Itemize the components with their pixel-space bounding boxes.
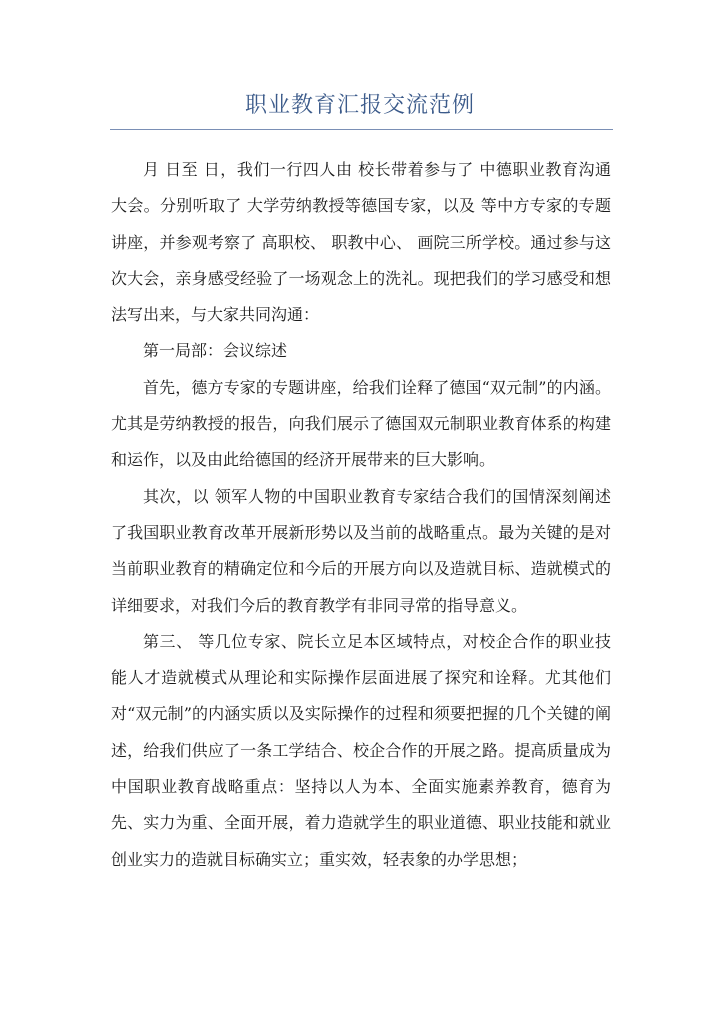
paragraph-first: 首先，德方专家的专题讲座，给我们诠释了德国“双元制”的内涵。 尤其是劳纳教授的报告，向我们展示了德国双元制职业教育体系的构建和运作，以及由此给德国的经济开展带来的巨大影响。 xyxy=(111,377,611,470)
page-title: 职业教育汇报交流范例 xyxy=(244,93,475,118)
document-body xyxy=(111,152,611,878)
paragraph-second: 其次，以 领军人物的中国职业教育专家结合我们的国情深刻阐述了我国职业教育改革开展新形势以及当前的战略重点。最为关键的是对当前职业教育的精确定位和今后的开展方向以及造就目标、造就模式的详细要求，对我们今后的教育教学有非同寻常的指导意义。 xyxy=(111,486,611,615)
paragraph-third: 第三、 等几位专家、院长立足本区域特点，对校企合作的职业技能人才造就模式从理论和实际操作层面进展了探究和诠释。尤其他们对“双元制”的内涵实质以及实际操作的过程和须要把握的几个关键的阐述，给我们供应了一条工学结合、校企合作的开展之路。提高质量成为中国职业教育战略重点：坚持以人为本、全面实施素养教育，德育为先、实力为重、全面开展，着力造就学生的职业道德、职业技能和就业创业实力的造就目标确实立；重实效，轻表象的办学思想； xyxy=(111,631,611,869)
paragraph-intro: 月 日至 日，我们一行四人由 校长带着参与了 中德职业教育沟通大会。分别听取了 大学劳纳教授等德国专家，以及 等中方专家的专题讲座，并参观考察了 高职校、 职教中心、 画院三所学校。通过参与这次大会，亲身感受经验了一场观念上的洗礼。现把我们的学习感受和想法写出来，与大家共同沟通： xyxy=(111,160,611,325)
title-divider xyxy=(110,129,613,130)
section-heading: 第一局部：会议综述 xyxy=(143,341,288,361)
